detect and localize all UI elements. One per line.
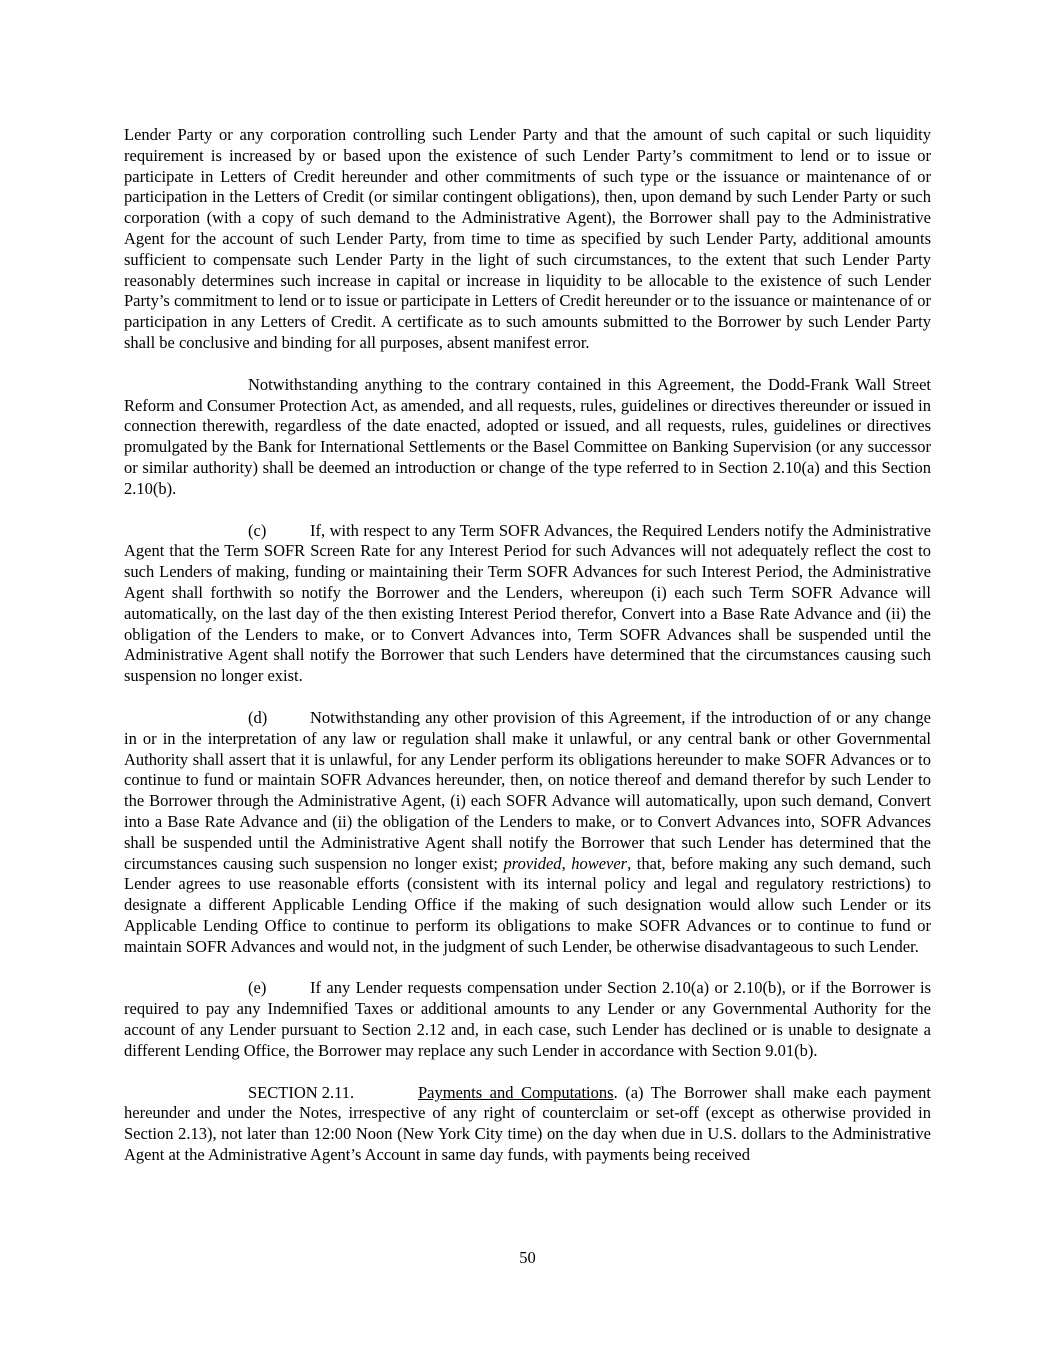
section-heading-2-11: Payments and Computations [418, 1082, 614, 1102]
clause-text-d-comma: , [561, 853, 572, 873]
clause-text-d-after: , that, before making any such demand, such Lender agrees to use reasonable efforts (consistent with its internal policy and legal and regulatory restrictions) to designate a different Applicable Lending Office if the making of such designation would allow such Lender or its Applicable Lending Office to continue to perform its obligations to make SOFR Advances or to continue to fund or maintain SOFR Advances and would not, in the judgment of such Lender, be otherwise disadvantageous to such Lender. [124, 853, 931, 956]
document-page [124, 125, 931, 1166]
page-number: 50 [519, 1248, 536, 1267]
clause-text-d-however: however [571, 853, 628, 873]
paragraph-d [124, 708, 931, 958]
clause-text-c: If, with respect to any Term SOFR Advances, the Required Lenders notify the Administrative Agent that the Term SOFR Screen Rate for any Interest Period for such Advances will not adequately reflect the cost to such Lenders of making, funding or maintaining their Term SOFR Advances for such Interest Period, the Administrative Agent shall forthwith so notify the Borrower and the Lenders, whereupon (i) each such Term SOFR Advance will automatically, on the last day of the then existing Interest Period therefor, Convert into a Base Rate Advance and (ii) the obligation of the Lenders to make, or to Convert Advances into, Term SOFR Advances shall be suspended until the Administrative Agent shall notify the Borrower that such Lenders have determined that the circumstances causing such suspension no longer exist. [124, 520, 931, 686]
paragraph-c [124, 521, 931, 687]
paragraph-continuation: Lender Party or any corporation controlling such Lender Party and that the amount of such capital or such liquidity requirement is increased by or based upon the existence of such Lender Party’s commitment to lend or to issue or participate in Letters of Credit hereunder and other commitments of such type or the issuance or maintenance of or participation in the Letters of Credit (or similar contingent obligations), then, upon demand by such Lender Party or such corporation (with a copy of such demand to the Administrative Agent), the Borrower shall pay to the Administrative Agent for the account of such Lender Party, from time to time as specified by such Lender Party, additional amounts sufficient to compensate such Lender Party in the light of such circumstances, to the extent that such Lender Party reasonably determines such increase in capital or increase in liquidity to be allocable to the existence of such Lender Party’s commitment to lend or to issue or participate in Letters of Credit hereunder or to the issuance or maintenance of or participation in any Letters of Credit. A certificate as to such amounts submitted to the Borrower by such Lender Party shall be conclusive and binding for all purposes, absent manifest error. [124, 125, 931, 352]
clause-text-e: If any Lender requests compensation under Section 2.10(a) or 2.10(b), or if the Borrower is required to pay any Indemnified Taxes or additional amounts to any Lender or any Governmental Authority for the account of any Lender pursuant to Section 2.12 and, in each case, such Lender has declined or is unable to designate a different Lending Office, the Borrower may replace any such Lender in accordance with Section 9.01(b). [124, 978, 931, 1060]
section-text-2-11: . (a) The Borrower shall make each payment hereunder and under the Notes, irrespective of any right of counterclaim or set-off (except as otherwise provided in Section 2.13), not later than 12:00 Noon (New York City time) on the day when due in U.S. dollars to the Administrative Agent at the Administrative Agent’s Account in same day funds, with payments being received [124, 1082, 932, 1165]
paragraph-e [124, 978, 931, 1061]
clause-label-d: (d) [248, 707, 268, 727]
clause-text-d-provided: provided [503, 853, 562, 873]
paragraph-notwithstanding: Notwithstanding anything to the contrary contained in this Agreement, the Dodd-Frank Wall Street Reform and Consumer Protection Act, as amended, and all requests, rules, guidelines or directives thereunder or issued in connection therewith, regardless of the date enacted, adopted or issued, and all requests, rules, guidelines or directives promulgated by the Bank for International Settlements or the Basel Committee on Banking Supervision (or any successor or similar authority) shall be deemed an introduction or change of the type referred to in Section 2.10(a) and this Section 2.10(b). [124, 374, 931, 498]
section-label-2-11: SECTION 2.11. [248, 1082, 355, 1102]
clause-label-e: (e) [248, 978, 267, 998]
clause-text-d-before: Notwithstanding any other provision of this Agreement, if the introduction of or any change in or in the interpretation of any law or regulation shall make it unlawful, or any central bank or other Governmental Authority shall assert that it is unlawful, for any Lender perform its obligations hereunder to make SOFR Advances or to continue to fund or maintain SOFR Advances hereunder, then, on notice thereof and demand therefor by such Lender to the Borrower through the Administrative Agent, (i) each SOFR Advance will automatically, upon such demand, Convert into a Base Rate Advance and (ii) the obligation of the Lenders to make, or to Convert Advances into, SOFR Advances shall be suspended until the Administrative Agent shall notify the Borrower that such Lender has determined that the circumstances causing such suspension no longer exist; [124, 707, 931, 873]
clause-label-c: (c) [248, 520, 267, 540]
paragraph-section-2-11 [124, 1083, 931, 1166]
